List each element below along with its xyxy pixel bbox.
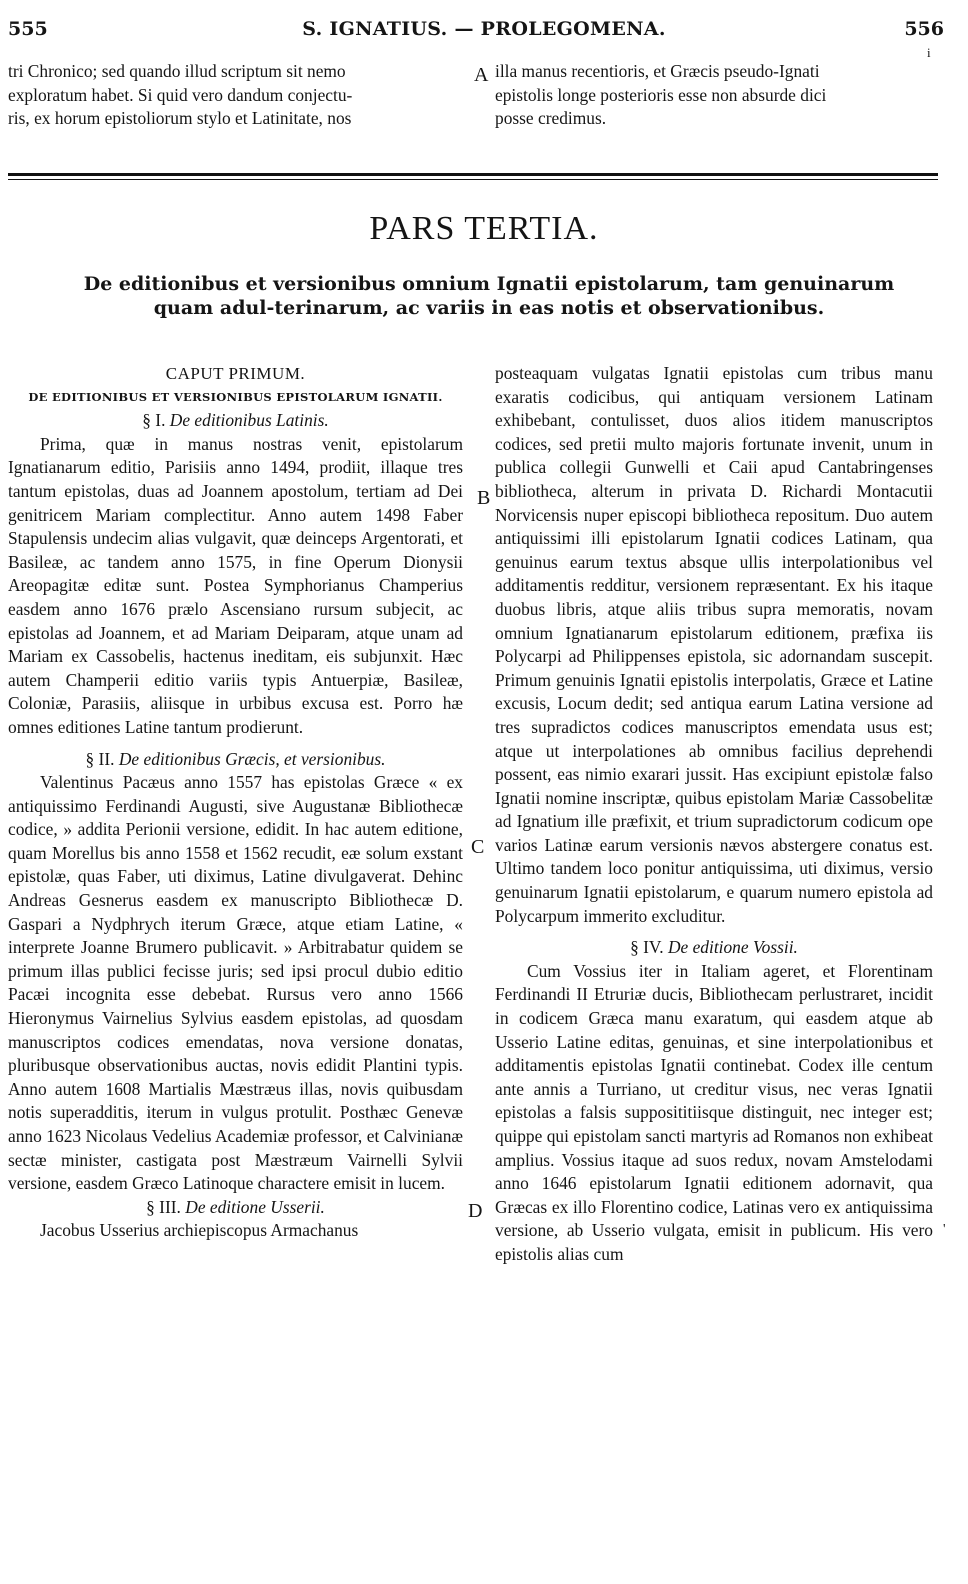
text-line: exploratum habet. Si quid vero dandum conjectu- <box>8 84 353 105</box>
paragraph: Prima, quæ in manus nostras venit, epistolarum Ignatianarum editio, Parisiis anno 1494, prodiit, illaque tres tantum epistolas, duas ad Joannem apostolum, tertiam ad Dei genitricem Mariam complectitur. Anno autem 1498 Faber Stapulensis undecim alias vulgavit, quæ deinceps Argentorati, et Basileæ, ac tandem anno 1575, in fine Operum Dionysii Areopagitæ editæ sunt. Postea Symphorianus Champerius easdem anno 1676 prælo Ascensiano rursum subjecit, ac epistolas ad Joannem, et ad Mariam Deiparam, atque unam ad Mariam ex Cassobelis, hactenus ineditam, eis subjunxit. Hæc autem Champerii editio variis typis Antuerpiæ, Basileæ, Coloniæ, Parasiis, aliisque in urbibus excusa est. Porro hæ omnes editiones Latine tantum prodierunt. <box>8 433 463 737</box>
running-title: S. IGNATIUS. — PROLEGOMENA. <box>302 18 666 40</box>
margin-letter-a: A <box>474 64 489 86</box>
stray-mark: ' <box>943 1222 946 1237</box>
section-heading-3 <box>8 1196 463 1220</box>
paragraph: Cum Vossius iter in Italiam ageret, et Florentinam Ferdinandi II Etruriæ ducis, Bibliothecam perlustraret, incidit in codicem Græca manu exaratum, qui easdem atque ab Usserio Latine editas, genuinas, et sine interpolationibus et additamentis epistolas Ignatii continebat. Codex ille centum ante annis a Turriano, ut creditur visus, nec veras Ignatii epistolas a falsis supposititiisque distinguit, nec integer est; quippe qui epistolam sancti martyris ad Romanos non exhibeat amplius. Vossius itaque ad suos redux, novam Amstelodami anno 1646 epistolarum Ignatii editionem adornavit, qua Græcas ex illo Florentino codice, Latinas vero ex antiquissima versione, ab Usserio vulgata, emisit in publicum. His vero epistolis alias cum <box>495 960 933 1264</box>
section-title: De editione Usserii. <box>185 1196 325 1217</box>
section-number: § I. <box>142 410 166 431</box>
text-line: ris, ex horum epistoliorum stylo et Latinitate, nos <box>8 108 352 129</box>
margin-letter-c: C <box>471 836 485 858</box>
section-title: De editionibus Latinis. <box>169 410 329 431</box>
text-line: tri Chronico; sed quando illud scriptum sit nemo <box>8 61 346 81</box>
text-line: epistolis longe posterioris esse non absurde dici <box>495 84 827 105</box>
section-divider-thin <box>8 179 938 180</box>
section-number: § II. <box>85 748 115 769</box>
margin-letter-d: D <box>468 1200 483 1222</box>
right-column <box>495 362 933 1267</box>
top-right-block <box>495 60 933 131</box>
section-heading-4 <box>495 936 933 960</box>
page-number-left: 555 <box>8 18 48 40</box>
section-number: § IV. <box>630 937 664 958</box>
part-title: PARS TERTIA. <box>369 210 599 247</box>
chapter-subheading: DE EDITIONIBUS ET VERSIONIBUS EPISTOLARUM IGNATII. <box>28 389 443 404</box>
section-heading-1 <box>8 409 463 433</box>
chapter-heading: CAPUT PRIMUM. <box>165 364 306 383</box>
paragraph: Jacobus Usserius archiepiscopus Armachanus <box>40 1220 359 1241</box>
section-title: De editionibus Græcis, et versionibus. <box>118 748 386 769</box>
section-heading-2 <box>8 748 463 772</box>
section-number: § III. <box>146 1196 181 1217</box>
page-number-right: 556 <box>904 18 944 40</box>
part-subtitle: De editionibus et versionibus omnium Ignatii epistolarum, tam genuinarum quam adul-terinarum, ac variis in eas notis et observationibus. <box>83 273 895 319</box>
paragraph: Valentinus Pacæus anno 1557 has epistolas Græce « ex antiquissimo Ferdinandi Augusti, sive Augustanæ Bibliothecæ codice, » addita Perionii versione, edidit. In hac autem editione, quam Morellus bis anno 1558 et 1562 recudit, eæ solum exstant epistolæ, quas Faber, uti diximus, Latine divulgaverat. Dehinc Andreas Gesnerus easdem ex manuscripto Bibliothecæ D. Gaspari a Nydphrych iterum Græce, atque etiam Latine, « interprete Joanne Brumero publicavit. » Arbitrabatur quidem se primum illas publici fecisse juris; sed ipsi procul dubio editio Pacæi incognita esse debebat. Rursus vero anno 1566 Hieronymus Vairnelius Sylvius easdem epistolas, ad quosdam manuscriptos codices emendatas, nova versione donatas, pluribusque observationibus auctas, novis edidit Plantini typis. Anno autem 1608 Martialis Mæstræus illas, novis quibusdam notis superadditis, iterum in vulgus protulit. Posthæc Genevæ anno 1623 Nicolaus Vedelius Academiæ professor, et Calvinianæ sectæ minister, castigata post Mæstræum Vairnelli Sylvii versione, easdem Græco Latinoque charactere emisit in lucem. <box>8 772 463 1194</box>
footnote-mark: i <box>927 45 931 60</box>
left-column <box>8 362 463 1243</box>
paragraph: posteaquam vulgatas Ignatii epistolas cum tribus manu exaratis codicibus, qui antiquam versionem Latinam exhibebant, contulisset, duos alios itidem manuscriptos codices, sed pretii multo majoris fortunate invenit, unum in publica collegii Gunwelli et Caii apud Cantabringenses bibliotheca, alterum in privata D. Richardi Montacutii Norvicensis nuper episcopi bibliotheca repositum. Duo autem antiquissimi illi epistolarum Ignatii codices Latinam, qua genuinus earum textus absque ullis interpolationibus vel additamentis redditur, versionem repræsentant. Ex his itaque duobus libris, atque aliis tribus supra memoratis, novam omnium Ignatianarum epistolarum editionem, præfixa iis Polycarpi ad Philippenses epistola, sic adornandam suscepit. Primum genuinis Ignatii epistolis interpolatis, Græce et Latine excusis, Locum dedit; sed antiqua earum Latina versione ad tres supradictos codices manuscriptos emendata usus est; atque ut interpolationes ab omnibus facilius deprehendi possent, eas nimio exarari jussit. Has excipiunt epistolæ falso Ignatii nomine inscriptæ, quibus epistolam Mariæ Cassobelitæ ad Ignatium ille præfixit, et trium supradictorum codicum ope varios Latinæ earum versionis nævos abstergere conatus est. Ultimo tandem loco ponitur antiquissima, uti diximus, versio genuinarum Ignatii epistolarum, e quarum numero epistola ad Polycarpum immerito excluditur. <box>495 363 933 926</box>
top-left-block <box>8 60 463 131</box>
margin-letter-b: B <box>477 487 491 509</box>
section-title: De editione Vossii. <box>667 937 798 958</box>
text-line: posse credimus. <box>495 108 607 129</box>
section-divider-thick <box>8 173 938 176</box>
text-line: illa manus recentioris, et Græcis pseudo-Ignati <box>495 61 820 81</box>
